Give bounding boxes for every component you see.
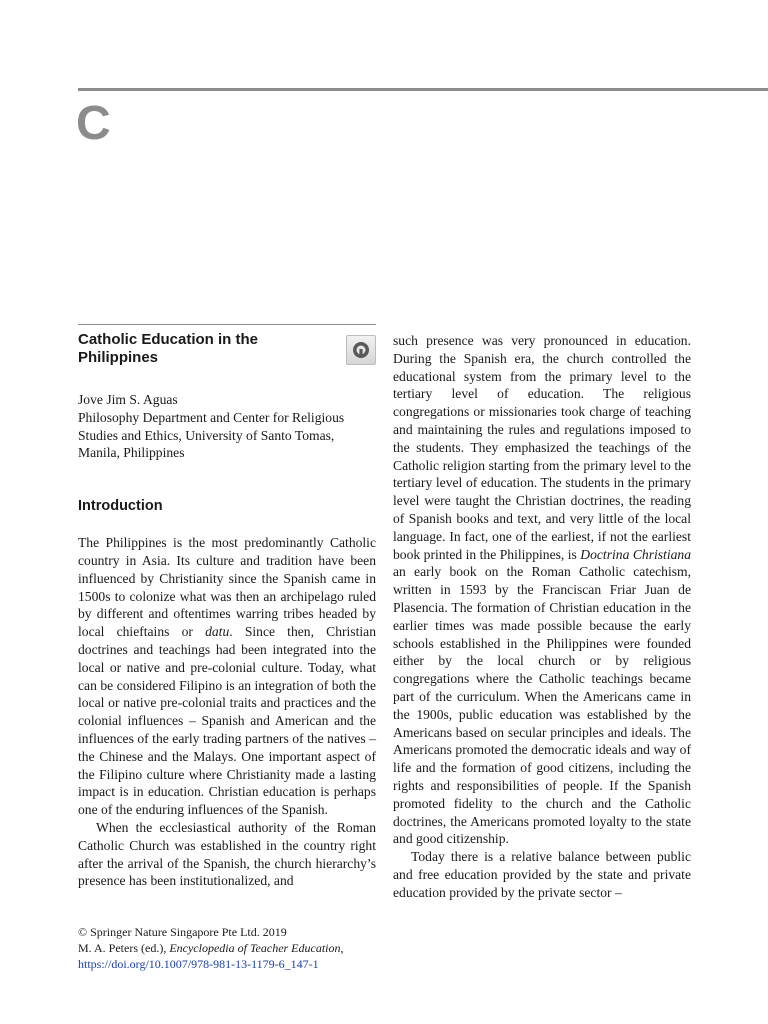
left-column (78, 324, 376, 890)
footer (78, 924, 398, 972)
citation-line: M. A. Peters (ed.), Encyclopedia of Teacher Education, (78, 941, 344, 955)
section-heading: Introduction (78, 498, 163, 515)
author-block (78, 391, 376, 462)
paragraph-1: The Philippines is the most predominantly Catholic country in Asia. Its culture and tradition have been influenced by Christianity since the Spanish came in 1500s to colonize what was then an archipelago ruled by different and oftentimes warring tribes headed by local chieftains or datu. Since then, Christian doctrines and teachings had been integrated into the local or native and pre-colonial culture. Today, what can be considered Filipino is an integration of both the local or native pre-colonial traits and practices and the colonial influences – Spanish and American and the influences of the early trading partners of the natives – the Chinese and the Malays. One important aspect of the Filipino culture where Christianity made a lasting impact is in education. Christian education is perhaps one of the enduring influences of the Spanish. (78, 535, 376, 818)
author-name: Jove Jim S. Aguas (78, 392, 178, 407)
entry-title: Catholic Education in the Philippines (78, 331, 259, 366)
paragraph-2-continued: such presence was very pronounced in education. During the Spanish era, the church controlled the educational system from the primary level to the tertiary level of education. The religious congregations or missionaries took charge of teaching and maintaining the rules and regulations imposed to the students. They emphasized the teachings of the Catholic religion starting from the primary level to the tertiary level of education. The students in the primary level were taught the Christian doctrines, the reading of Spanish books and text, and very little of the local language. In fact, one of the earliest, if not the earliest book printed in the Philippines, is Doctrina Christiana an early book on the Roman Catholic catechism, written in 1593 by the Franciscan Friar Juan de Plasencia. The formation of Christian education in the earlier times was made possible because the early schools established in the Philippines were founded either by the local church or by religious congregations where the Catholic teachings became part of the curriculum. When the Americans came in the 1900s, public education was established by the Americans based on secular principles and ideals. The Americans promoted the democratic ideals and way of life and the formation of good citizens, including the rights and responsibilities of people. If the Spanish promoted fidelity to the church and the Catholic doctrines, the Americans promoted loyalty to the state and good citizenship. (393, 333, 691, 847)
crossmark-icon[interactable] (346, 335, 376, 365)
copyright-line: © Springer Nature Singapore Pte Ltd. 2019 (78, 925, 287, 939)
entry-header (78, 331, 376, 367)
right-column (393, 332, 691, 902)
paragraph-2: When the ecclesiastical authority of the Roman Catholic Church was established in the country right after the arrival of the Spanish, the church hierarchy’s presence has been institutionalized, and (78, 819, 376, 889)
section-letter: C (76, 97, 111, 150)
paragraph-3: Today there is a relative balance between public and free education provided by the state and private education provided by the private sector – (393, 849, 691, 900)
entry-rule (78, 324, 376, 325)
top-rule (78, 88, 768, 91)
doi-link[interactable]: https://doi.org/10.1007/978-981-13-1179-6_147-1 (78, 957, 319, 971)
author-affiliation: Philosophy Department and Center for Religious Studies and Ethics, University of Santo Tomas, Manila, Philippines (78, 409, 345, 461)
